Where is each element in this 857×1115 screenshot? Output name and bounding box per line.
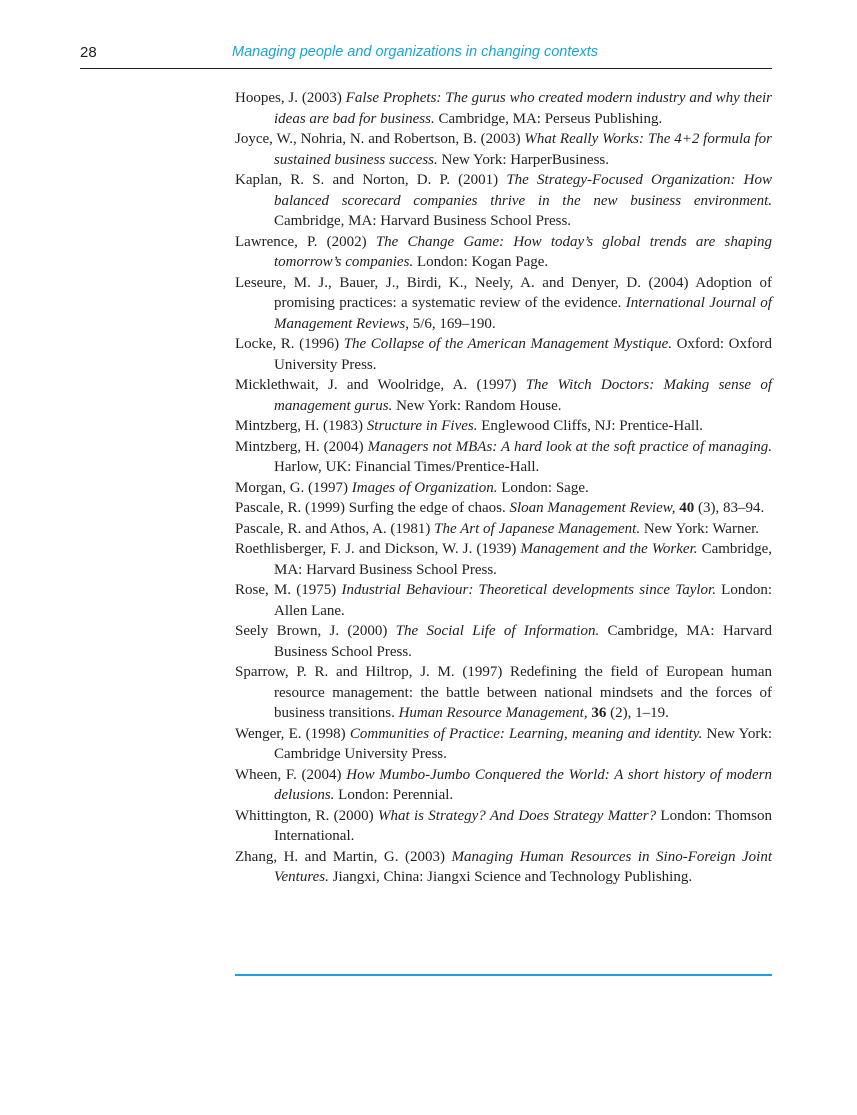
reference-item (235, 539, 772, 580)
reference-text: Mintzberg, H. (1983) (235, 418, 367, 434)
reference-item (235, 334, 772, 375)
reference-text: Zhang, H. and Martin, G. (2003) (235, 848, 452, 865)
reference-text: Joyce, W., Nohria, N. and Robertson, B. (2003) (235, 131, 525, 147)
reference-text: Kaplan, R. S. and Norton, D. P. (2001) (235, 172, 507, 188)
reference-text: Lawrence, P. (2002) (235, 233, 376, 250)
reference-publisher: , 5/6, 169–190. (405, 315, 496, 332)
reference-title: The Strategy-Focused Organization: How balanced scorecard companies thrive in the new business environment. (274, 172, 772, 209)
reference-publisher: Cambridge, MA: Perseus Publishing. (434, 110, 663, 127)
reference-item (235, 806, 772, 847)
reference-title: False Prophets: The gurus who created modern industry and why their ideas are bad for business. (274, 90, 773, 127)
reference-title: Management and the Worker. (520, 541, 698, 557)
reference-volume: 40 (679, 500, 695, 516)
reference-list (235, 88, 772, 888)
reference-text: Whittington, R. (2000) (235, 807, 378, 824)
reference-publisher: New York: Random House. (392, 397, 562, 414)
reference-title: The Social Life of Information. (395, 623, 600, 639)
reference-text: Seely Brown, J. (2000) (235, 623, 396, 639)
reference-publisher: New York: Warner. (640, 520, 760, 537)
reference-item (235, 375, 772, 416)
reference-title: Sloan Management Review, (509, 500, 676, 516)
running-head: Managing people and organizations in changing contexts (232, 44, 598, 60)
reference-item (235, 437, 772, 478)
reference-item (235, 232, 772, 273)
reference-title: Human Resource Management, (398, 705, 588, 721)
reference-title: The Collapse of the American Management Mystique. (343, 336, 673, 352)
reference-publisher: London: Perennial. (334, 787, 454, 803)
reference-publisher: Oxford: Oxford University Press. (274, 336, 772, 373)
reference-text: Roethlisberger, F. J. and Dickson, W. J. (1939) (235, 541, 521, 557)
reference-item (235, 416, 772, 437)
reference-title: Communities of Practice: Learning, meaning and identity. (349, 725, 703, 742)
reference-publisher: Jiangxi, China: Jiangxi Science and Technology Publishing. (328, 869, 693, 885)
reference-publisher: Englewood Cliffs, NJ: Prentice-Hall. (477, 418, 703, 434)
header-rule (80, 68, 772, 69)
reference-title: What is Strategy? And Does Strategy Matter? (377, 807, 657, 824)
reference-text: Locke, R. (1996) (235, 336, 344, 352)
reference-text: Hoopes, J. (2003) (235, 90, 346, 106)
reference-title: Industrial Behaviour: Theoretical developments since Taylor. (341, 582, 716, 598)
reference-item (235, 88, 772, 129)
reference-title: The Witch Doctors: Making sense of management gurus. (274, 377, 772, 414)
reference-text: Pascale, R. and Athos, A. (1981) (235, 520, 435, 537)
reference-title: Managing Human Resources in Sino-Foreign Joint Ventures. (274, 848, 772, 885)
reference-pages: (3), 83–94. (694, 500, 765, 516)
reference-title: How Mumbo-Jumbo Conquered the World: A short history of modern delusions. (274, 766, 772, 803)
reference-text: Pascale, R. (1999) Surfing the edge of chaos. (235, 500, 510, 516)
reference-item (235, 724, 772, 765)
page-number: 28 (80, 44, 97, 61)
reference-volume: 36 (591, 705, 607, 721)
reference-text: Wenger, E. (1998) (235, 725, 350, 742)
reference-item (235, 621, 772, 662)
reference-title: The Change Game: How today’s global trends are shaping tomorrow’s companies. (274, 233, 773, 270)
reference-item (235, 170, 772, 232)
reference-publisher: London: Kogan Page. (413, 254, 549, 270)
reference-item (235, 765, 772, 806)
reference-item (235, 498, 772, 519)
reference-pages: (2), 1–19. (606, 705, 669, 721)
reference-item (235, 580, 772, 621)
reference-text: Micklethwait, J. and Woolridge, A. (1997) (235, 377, 526, 393)
reference-title: What Really Works: The 4+2 formula for sustained business success. (274, 131, 772, 168)
reference-publisher: London: Sage. (497, 479, 589, 496)
reference-text: Sparrow, P. R. and Hiltrop, J. M. (1997) Redefining the field of European human resource management: the battle between national mindsets and the forces of business transitions. (235, 664, 772, 721)
footer-rule (235, 974, 772, 976)
reference-publisher: Cambridge, MA: Harvard Business School Press. (274, 623, 772, 660)
reference-title: Managers not MBAs: A hard look at the soft practice of managing. (367, 438, 772, 455)
reference-title: Structure in Fives. (366, 418, 478, 434)
reference-text: Mintzberg, H. (2004) (235, 438, 368, 455)
reference-text: Rose, M. (1975) (235, 582, 342, 598)
reference-title: The Art of Japanese Management. (434, 520, 641, 537)
reference-title: Images of Organization. (351, 479, 498, 496)
reference-item (235, 662, 772, 724)
reference-publisher: New York: HarperBusiness. (437, 151, 609, 168)
reference-item (235, 519, 772, 540)
reference-text: Wheen, F. (2004) (235, 766, 347, 783)
reference-item (235, 273, 772, 335)
reference-item (235, 478, 772, 499)
page-header (80, 40, 772, 68)
reference-text: Morgan, G. (1997) (235, 479, 352, 496)
reference-item (235, 129, 772, 170)
reference-item (235, 847, 772, 888)
reference-publisher: New York: Cambridge University Press. (274, 725, 772, 762)
reference-publisher: Cambridge, MA: Harvard Business School Press. (274, 541, 772, 578)
reference-publisher: Cambridge, MA: Harvard Business School Press. (274, 213, 572, 229)
reference-publisher: London: Allen Lane. (274, 582, 772, 619)
reference-title: International Journal of Management Reviews (274, 295, 772, 332)
reference-publisher: Harlow, UK: Financial Times/Prentice-Hall. (274, 459, 540, 475)
reference-text: Leseure, M. J., Bauer, J., Birdi, K., Neely, A. and Denyer, D. (2004) Adoption of promising practices: a systematic review of the evidence. (235, 274, 772, 311)
reference-publisher: London: Thomson International. (274, 807, 772, 844)
